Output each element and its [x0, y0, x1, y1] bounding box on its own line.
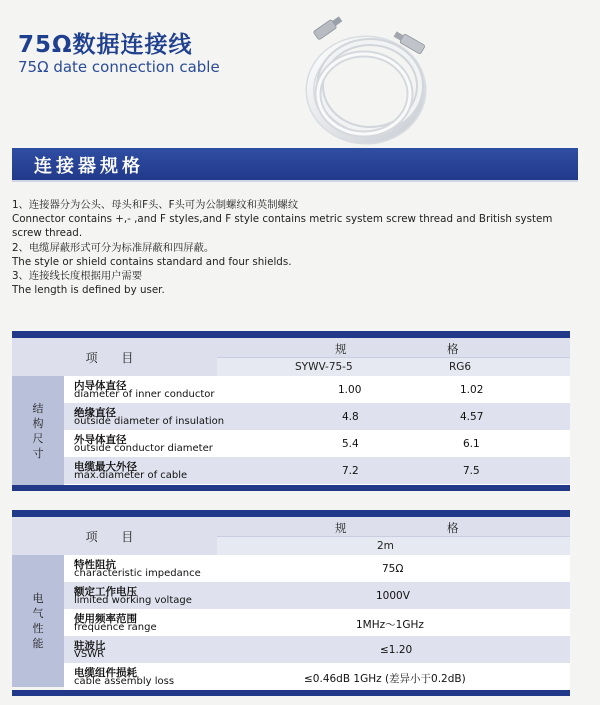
- note-line: 2、电缆屏蔽形式可分为标准屏蔽和四屏蔽。: [12, 241, 215, 254]
- section-title: 连接器规格: [34, 156, 144, 177]
- page-title: 75Ω数据连接线: [18, 32, 193, 58]
- table-row: 内导体直径 diameter of inner conductor 1.00 1.02: [64, 376, 570, 404]
- table-row: 使用频率范围 frequence range 1MHz～1GHz: [64, 609, 570, 637]
- page-subtitle: 75Ω date connection cable: [18, 58, 220, 76]
- length-header: 2m: [377, 540, 394, 552]
- category-label: 电 气 性 能: [12, 555, 64, 687]
- item-header: 项 目: [85, 350, 144, 365]
- note-line: Connector contains +,- ,and F styles,and F style contains metric system screw thread and British system screw thread.: [12, 213, 553, 240]
- model-header: RG6: [449, 361, 472, 373]
- model-header: SYWV-75-5: [295, 361, 353, 373]
- table-row: 额定工作电压 limited working voltage 1000V: [64, 582, 570, 610]
- note-line: The style or shield contains standard and four shields.: [12, 255, 292, 268]
- table-row: 外导体直径 outside conductor diameter 5.4 6.1: [64, 430, 570, 458]
- table-bottom-bar: [12, 690, 570, 696]
- table-row: 特性阻抗 characteristic impedance 75Ω: [64, 555, 570, 583]
- table-top-bar: [12, 510, 570, 517]
- section-banner: [12, 148, 578, 180]
- electrical-spec-table: [12, 510, 570, 695]
- structure-spec-table: [12, 331, 570, 492]
- table-top-bar: [12, 331, 570, 338]
- category-label: 结 构 尺 寸: [12, 376, 64, 486]
- table-header: [12, 517, 570, 555]
- table-row: 电缆组件损耗 cable assembly loss ≤0.46dB 1GHz (差异小于0.2dB): [64, 663, 570, 691]
- spec-header-right: 格: [447, 521, 459, 535]
- spec-header-left: 规: [335, 342, 347, 356]
- table-row: 绝缘直径 outside diameter of insulation 4.8 4.57: [64, 403, 570, 431]
- note-line: The length is defined by user.: [12, 284, 165, 297]
- table-row: 电缆最大外径 max.diameter of cable 7.2 7.5: [64, 457, 570, 485]
- note-line: 3、连接线长度根据用户需要: [12, 270, 143, 283]
- table-row: 驻波比 VSWR ≤1.20: [64, 636, 570, 664]
- spec-header-left: 规: [335, 521, 347, 535]
- table-header: [12, 338, 570, 376]
- note-line: 1、连接器分为公头、母头和F头、F头可为公制螺纹和英制螺纹: [12, 199, 299, 211]
- item-header: 项 目: [85, 529, 144, 544]
- table-bottom-bar: [12, 485, 570, 491]
- spec-header-right: 格: [447, 342, 459, 356]
- cable-product-image: [298, 14, 438, 150]
- spec-notes: [12, 198, 572, 297]
